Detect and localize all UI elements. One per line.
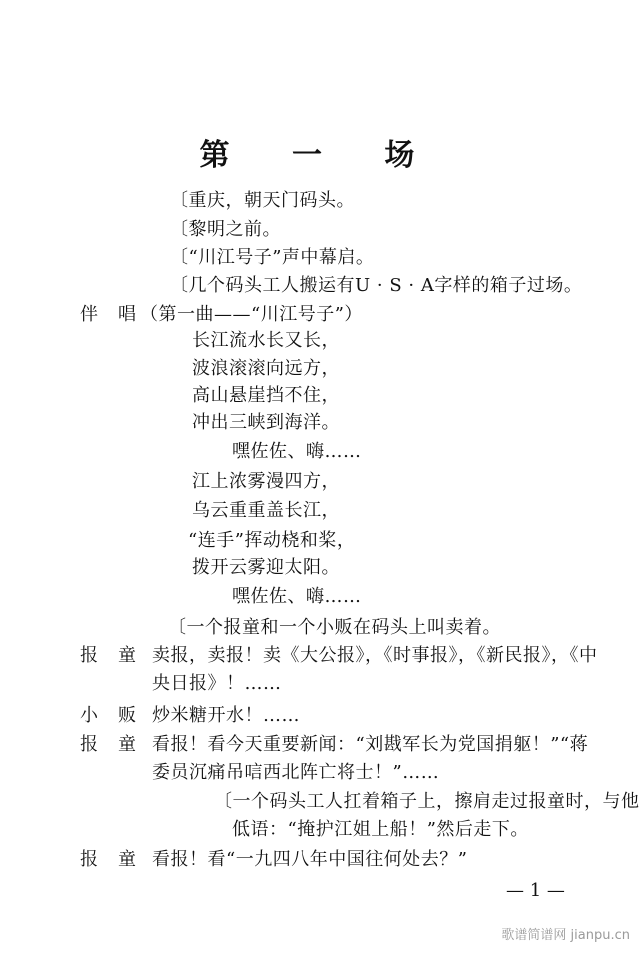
stage-direction: 〔重庆，朝天门码头。 (170, 190, 355, 211)
lyric-line: 冲出三峡到海洋。 (192, 412, 340, 433)
dialogue-line: 卖报，卖报！卖《大公报》，《时事报》，《新民报》，《中 (152, 645, 598, 666)
stage-direction: 〔几个码头工人搬运有U · S · A字样的箱子过场。 (170, 275, 583, 296)
lyric-refrain: 嘿佐佐、嗨…… (232, 586, 362, 607)
song-heading: （第一曲——“川江号子”） (140, 304, 363, 325)
stage-direction: 〔一个码头工人扛着箱子上，擦肩走过报童时，与他 (214, 791, 640, 812)
lyric-line: 拨开云雾迎太阳。 (192, 557, 340, 578)
speaker-label: 报童 (80, 645, 156, 666)
lyric-refrain: 嘿佐佐、嗨…… (232, 441, 362, 462)
stage-direction: 〔黎明之前。 (170, 219, 281, 240)
speaker-label: 报童 (80, 849, 156, 870)
stage-direction: 低语：“掩护江姐上船！”然后走下。 (232, 819, 529, 840)
speaker-label: 小贩 (80, 705, 156, 726)
stage-direction: 〔一个报童和一个小贩在码头上叫卖着。 (168, 617, 501, 638)
dialogue-line: 炒米糖开水！…… (152, 705, 300, 726)
page-number: — 1 — (506, 880, 565, 901)
dialogue-line: 央日报》！…… (152, 673, 282, 694)
lyric-line: 乌云重重盖长江， (192, 500, 340, 521)
lyric-line: 波浪滚滚向远方， (192, 358, 340, 379)
dialogue-line: 看报！看“一九四八年中国往何处去？” (152, 849, 468, 870)
speaker-label: 伴唱 (80, 304, 156, 325)
lyric-line: 长江流水长又长， (192, 330, 340, 351)
watermark: 歌谱简谱网 jianpu.cn (501, 928, 630, 943)
scene-title: 第 一 场 (199, 138, 441, 173)
lyric-line: 高山悬崖挡不住， (192, 385, 340, 406)
lyric-line: “连手”挥动桡和桨， (188, 530, 356, 551)
dialogue-line: 委员沉痛吊唁西北阵亡将士！”…… (152, 762, 440, 783)
lyric-line: 江上浓雾漫四方， (192, 471, 340, 492)
dialogue-line: 看报！看今天重要新闻：“刘戡军长为党国捐躯！”“蒋 (152, 734, 589, 755)
stage-direction: 〔“川江号子”声中幕启。 (170, 247, 375, 268)
speaker-label: 报童 (80, 734, 156, 755)
